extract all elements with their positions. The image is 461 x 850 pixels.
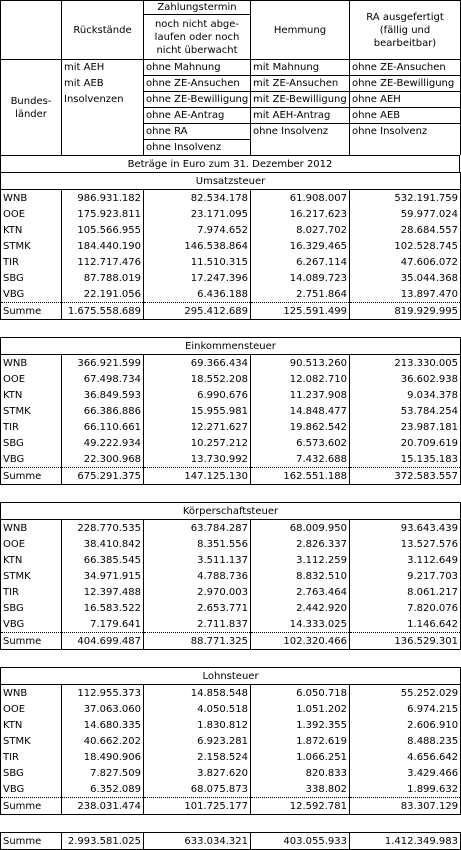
sum-amount: 136.529.301 <box>350 633 461 650</box>
amount-cell: 40.662.202 <box>62 733 144 749</box>
bundesland-cell: WNB <box>1 685 62 702</box>
criteria-row <box>1 60 461 76</box>
section-title: Einkommensteuer <box>1 338 461 355</box>
criteria-cell: mit ZE-Bewilligung <box>251 92 350 108</box>
amount-cell: 112.717.476 <box>62 254 144 270</box>
amount-cell: 14.858.548 <box>144 685 251 702</box>
amount-cell: 6.573.602 <box>251 435 350 451</box>
amount-cell: 2.751.864 <box>251 286 350 303</box>
sum-amount: 162.551.188 <box>251 468 350 485</box>
bundesland-cell: WNB <box>1 520 62 537</box>
amount-cell: 37.063.060 <box>62 701 144 717</box>
bundesland-cell: TIR <box>1 419 62 435</box>
amount-cell: 175.923.811 <box>62 206 144 222</box>
amount-cell: 15.135.183 <box>350 451 461 468</box>
amount-cell: 1.392.355 <box>251 717 350 733</box>
amount-cell: 9.034.378 <box>350 387 461 403</box>
bundesland-cell: STMK <box>1 733 62 749</box>
tax-section-table <box>0 667 461 815</box>
amount-cell: 23.171.095 <box>144 206 251 222</box>
sum-label: Summe <box>1 798 62 815</box>
amount-cell: 10.257.212 <box>144 435 251 451</box>
amount-cell: 90.513.260 <box>251 355 350 372</box>
amount-cell: 12.397.488 <box>62 584 144 600</box>
table-row <box>1 749 461 765</box>
criteria-cell: ohne ZE-Ansuchen <box>350 60 461 76</box>
criteria-cell: mit ZE-Ansuchen <box>251 76 350 92</box>
table-row <box>1 717 461 733</box>
sum-amount: 101.725.177 <box>144 798 251 815</box>
criteria-row <box>1 92 461 108</box>
amount-cell: 7.827.509 <box>62 765 144 781</box>
amount-cell: 1.146.642 <box>350 616 461 633</box>
sum-amount: 83.307.129 <box>350 798 461 815</box>
amount-cell: 4.050.518 <box>144 701 251 717</box>
amount-cell: 3.112.259 <box>251 552 350 568</box>
amount-cell: 2.606.910 <box>350 717 461 733</box>
section-title: Lohnsteuer <box>1 668 461 685</box>
bundesland-cell: KTN <box>1 387 62 403</box>
bundesland-cell: KTN <box>1 222 62 238</box>
amount-cell: 1.066.251 <box>251 749 350 765</box>
amount-cell: 12.271.627 <box>144 419 251 435</box>
amount-cell: 1.051.202 <box>251 701 350 717</box>
amount-cell: 8.832.510 <box>251 568 350 584</box>
section-sum-row <box>1 303 461 320</box>
sum-amount: 675.291.375 <box>62 468 144 485</box>
criteria-cell: ohne AE-Antrag <box>144 108 251 124</box>
table-row <box>1 584 461 600</box>
table-row <box>1 552 461 568</box>
sum-amount: 102.320.466 <box>251 633 350 650</box>
table-row <box>1 616 461 633</box>
criteria-cell: mit AEB <box>62 76 144 92</box>
table-row <box>1 419 461 435</box>
criteria-cell: ohne AEB <box>350 108 461 124</box>
table-row <box>1 451 461 468</box>
tax-section-table <box>0 502 461 650</box>
criteria-cell: mit AEH <box>62 60 144 76</box>
criteria-cell: mit Mahnung <box>251 60 350 76</box>
amount-cell: 184.440.190 <box>62 238 144 254</box>
header-table <box>0 0 461 59</box>
header-rueckstaende: Rückstände <box>62 1 144 60</box>
amount-cell: 47.606.072 <box>350 254 461 270</box>
table-row <box>1 435 461 451</box>
table-row <box>1 355 461 372</box>
criteria-cell: ohne RA <box>144 124 251 140</box>
amount-cell: 3.429.466 <box>350 765 461 781</box>
amount-cell: 35.044.368 <box>350 270 461 286</box>
bundesland-cell: OOE <box>1 536 62 552</box>
amount-cell: 2.653.771 <box>144 600 251 616</box>
grand-total-amount: 633.034.321 <box>144 833 251 850</box>
amount-cell: 23.987.181 <box>350 419 461 435</box>
table-row <box>1 600 461 616</box>
amount-cell: 8.488.235 <box>350 733 461 749</box>
amount-cell: 3.511.137 <box>144 552 251 568</box>
sum-amount: 372.583.557 <box>350 468 461 485</box>
table-row <box>1 701 461 717</box>
amount-cell: 63.784.287 <box>144 520 251 537</box>
amount-cell: 6.050.718 <box>251 685 350 702</box>
bundesland-cell: SBG <box>1 435 62 451</box>
bundesland-cell: VBG <box>1 286 62 303</box>
table-row <box>1 270 461 286</box>
amount-cell: 532.191.759 <box>350 190 461 207</box>
section-title: Körperschaftsteuer <box>1 503 461 520</box>
amount-cell: 15.955.981 <box>144 403 251 419</box>
amount-cell: 8.351.556 <box>144 536 251 552</box>
amount-cell: 2.763.464 <box>251 584 350 600</box>
amount-cell: 17.247.396 <box>144 270 251 286</box>
amount-cell: 3.827.620 <box>144 765 251 781</box>
criteria-cell <box>62 108 144 124</box>
amount-cell: 66.385.545 <box>62 552 144 568</box>
tax-sections <box>0 172 461 815</box>
amount-cell: 68.009.950 <box>251 520 350 537</box>
amount-cell: 69.366.434 <box>144 355 251 372</box>
table-row <box>1 286 461 303</box>
bundesland-cell: VBG <box>1 781 62 798</box>
amount-cell: 6.974.215 <box>350 701 461 717</box>
table-row <box>1 403 461 419</box>
amount-cell: 14.848.477 <box>251 403 350 419</box>
bundesland-cell: OOE <box>1 206 62 222</box>
amount-cell: 8.027.702 <box>251 222 350 238</box>
amount-cell: 7.179.641 <box>62 616 144 633</box>
section-title-row <box>1 503 461 520</box>
amount-cell: 36.602.938 <box>350 371 461 387</box>
amount-cell: 4.656.642 <box>350 749 461 765</box>
amount-cell: 18.490.906 <box>62 749 144 765</box>
tax-section-table <box>0 172 461 320</box>
table-row <box>1 536 461 552</box>
sum-amount: 1.675.558.689 <box>62 303 144 320</box>
amount-cell: 20.709.619 <box>350 435 461 451</box>
amount-cell: 34.971.915 <box>62 568 144 584</box>
criteria-cell: ohne AEH <box>350 92 461 108</box>
amount-cell: 87.788.019 <box>62 270 144 286</box>
amount-cell: 14.089.723 <box>251 270 350 286</box>
bundesland-cell: TIR <box>1 584 62 600</box>
criteria-cell: ohne ZE-Bewilligung <box>350 76 461 92</box>
section-title-row <box>1 173 461 190</box>
amount-cell: 2.826.337 <box>251 536 350 552</box>
amount-cell: 820.833 <box>251 765 350 781</box>
criteria-cell: Insolvenzen <box>62 92 144 108</box>
amount-cell: 228.770.535 <box>62 520 144 537</box>
amount-cell: 8.061.217 <box>350 584 461 600</box>
amount-cell: 13.730.992 <box>144 451 251 468</box>
amount-cell: 67.498.734 <box>62 371 144 387</box>
amount-cell: 2.158.524 <box>144 749 251 765</box>
betraege-caption: Beträge in Euro zum 31. Dezember 2012 <box>1 156 460 173</box>
header-hemmung: Hemmung <box>251 1 350 60</box>
table-row <box>1 685 461 702</box>
bundesland-cell: KTN <box>1 552 62 568</box>
amount-cell: 6.267.114 <box>251 254 350 270</box>
table-row <box>1 733 461 749</box>
amount-cell: 213.330.005 <box>350 355 461 372</box>
table-row <box>1 206 461 222</box>
bundesland-cell: OOE <box>1 701 62 717</box>
amount-cell: 22.300.968 <box>62 451 144 468</box>
amount-cell: 7.820.076 <box>350 600 461 616</box>
amount-cell: 59.977.024 <box>350 206 461 222</box>
sum-amount: 147.125.130 <box>144 468 251 485</box>
amount-cell: 1.872.619 <box>251 733 350 749</box>
amount-cell: 13.527.576 <box>350 536 461 552</box>
section-sum-row <box>1 633 461 650</box>
amount-cell: 6.923.281 <box>144 733 251 749</box>
amount-cell: 366.921.599 <box>62 355 144 372</box>
amount-cell: 6.990.676 <box>144 387 251 403</box>
betraege-caption-table <box>0 155 460 172</box>
table-row <box>1 238 461 254</box>
amount-cell: 7.432.688 <box>251 451 350 468</box>
amount-cell: 112.955.373 <box>62 685 144 702</box>
amount-cell: 6.436.188 <box>144 286 251 303</box>
table-row <box>1 190 461 207</box>
table-row <box>1 254 461 270</box>
amount-cell: 6.352.089 <box>62 781 144 798</box>
amount-cell: 36.849.593 <box>62 387 144 403</box>
criteria-cell <box>251 140 350 156</box>
bundeslaender-label: Bundes-länder <box>1 60 62 156</box>
amount-cell: 1.830.812 <box>144 717 251 733</box>
sum-label: Summe <box>1 633 62 650</box>
section-title-row <box>1 668 461 685</box>
amount-cell: 93.643.439 <box>350 520 461 537</box>
bundesland-cell: VBG <box>1 616 62 633</box>
table-row <box>1 387 461 403</box>
section-title: Umsatzsteuer <box>1 173 461 190</box>
amount-cell: 14.333.025 <box>251 616 350 633</box>
tax-section-table <box>0 337 461 485</box>
criteria-row <box>1 108 461 124</box>
grand-total-table <box>0 832 461 850</box>
bundesland-cell: SBG <box>1 765 62 781</box>
criteria-table <box>0 59 461 155</box>
amount-cell: 11.237.908 <box>251 387 350 403</box>
amount-cell: 105.566.955 <box>62 222 144 238</box>
criteria-row <box>1 76 461 92</box>
criteria-cell: ohne Insolvenz <box>251 124 350 140</box>
amount-cell: 13.897.470 <box>350 286 461 303</box>
criteria-cell: ohne Insolvenz <box>350 124 461 140</box>
table-row <box>1 222 461 238</box>
bundesland-cell: SBG <box>1 600 62 616</box>
bundesland-cell: STMK <box>1 403 62 419</box>
sum-amount: 88.771.325 <box>144 633 251 650</box>
criteria-cell: mit AEH-Antrag <box>251 108 350 124</box>
header-ra-ausgefertigt: RA ausgefertigt (fällig und bearbeitbar) <box>350 1 461 60</box>
header-zahlungstermin-sub: noch nicht abge-laufen oder noch nicht überwacht <box>144 15 251 60</box>
criteria-cell <box>350 140 461 156</box>
amount-cell: 16.329.465 <box>251 238 350 254</box>
amount-cell: 12.082.710 <box>251 371 350 387</box>
bundesland-cell: STMK <box>1 238 62 254</box>
amount-cell: 2.442.920 <box>251 600 350 616</box>
table-row <box>1 568 461 584</box>
sum-amount: 12.592.781 <box>251 798 350 815</box>
amount-cell: 16.217.623 <box>251 206 350 222</box>
grand-total-label: Summe <box>1 833 62 850</box>
amount-cell: 66.110.661 <box>62 419 144 435</box>
table-row <box>1 765 461 781</box>
amount-cell: 61.908.007 <box>251 190 350 207</box>
criteria-cell: ohne ZE-Bewilligung <box>144 92 251 108</box>
amount-cell: 68.075.873 <box>144 781 251 798</box>
amount-cell: 16.583.522 <box>62 600 144 616</box>
table-row <box>1 371 461 387</box>
sum-amount: 819.929.995 <box>350 303 461 320</box>
amount-cell: 2.970.003 <box>144 584 251 600</box>
amount-cell: 9.217.703 <box>350 568 461 584</box>
bundesland-cell: KTN <box>1 717 62 733</box>
amount-cell: 986.931.182 <box>62 190 144 207</box>
criteria-cell <box>62 124 144 140</box>
grand-total-amount: 2.993.581.025 <box>62 833 144 850</box>
bundesland-cell: TIR <box>1 749 62 765</box>
bundesland-cell: VBG <box>1 451 62 468</box>
section-title-row <box>1 338 461 355</box>
criteria-cell: ohne Insolvenz <box>144 140 251 156</box>
amount-cell: 18.552.208 <box>144 371 251 387</box>
sum-amount: 125.591.499 <box>251 303 350 320</box>
amount-cell: 338.802 <box>251 781 350 798</box>
bundesland-cell: SBG <box>1 270 62 286</box>
amount-cell: 102.528.745 <box>350 238 461 254</box>
bundesland-cell: WNB <box>1 190 62 207</box>
amount-cell: 3.112.649 <box>350 552 461 568</box>
sum-amount: 404.699.487 <box>62 633 144 650</box>
criteria-row <box>1 140 461 156</box>
grand-total-amount: 403.055.933 <box>251 833 350 850</box>
header-zahlungstermin: Zahlungstermin <box>144 1 251 15</box>
section-sum-row <box>1 798 461 815</box>
amount-cell: 53.784.254 <box>350 403 461 419</box>
sum-amount: 238.031.474 <box>62 798 144 815</box>
amount-cell: 19.862.542 <box>251 419 350 435</box>
bundesland-cell: WNB <box>1 355 62 372</box>
amount-cell: 38.410.842 <box>62 536 144 552</box>
criteria-cell: ohne ZE-Ansuchen <box>144 76 251 92</box>
criteria-cell: ohne Mahnung <box>144 60 251 76</box>
amount-cell: 28.684.557 <box>350 222 461 238</box>
section-sum-row <box>1 468 461 485</box>
grand-total-amount: 1.412.349.983 <box>350 833 461 850</box>
bundesland-cell: OOE <box>1 371 62 387</box>
amount-cell: 1.899.632 <box>350 781 461 798</box>
amount-cell: 14.680.335 <box>62 717 144 733</box>
amount-cell: 55.252.029 <box>350 685 461 702</box>
criteria-row <box>1 124 461 140</box>
bundesland-cell: STMK <box>1 568 62 584</box>
amount-cell: 7.974.652 <box>144 222 251 238</box>
table-row <box>1 520 461 537</box>
amount-cell: 11.510.315 <box>144 254 251 270</box>
amount-cell: 4.788.736 <box>144 568 251 584</box>
table-row <box>1 781 461 798</box>
criteria-cell <box>62 140 144 156</box>
sum-label: Summe <box>1 468 62 485</box>
sum-label: Summe <box>1 303 62 320</box>
amount-cell: 22.191.056 <box>62 286 144 303</box>
bundesland-cell: TIR <box>1 254 62 270</box>
sum-amount: 295.412.689 <box>144 303 251 320</box>
amount-cell: 146.538.864 <box>144 238 251 254</box>
amount-cell: 2.711.837 <box>144 616 251 633</box>
amount-cell: 49.222.934 <box>62 435 144 451</box>
amount-cell: 82.534.178 <box>144 190 251 207</box>
amount-cell: 66.386.886 <box>62 403 144 419</box>
